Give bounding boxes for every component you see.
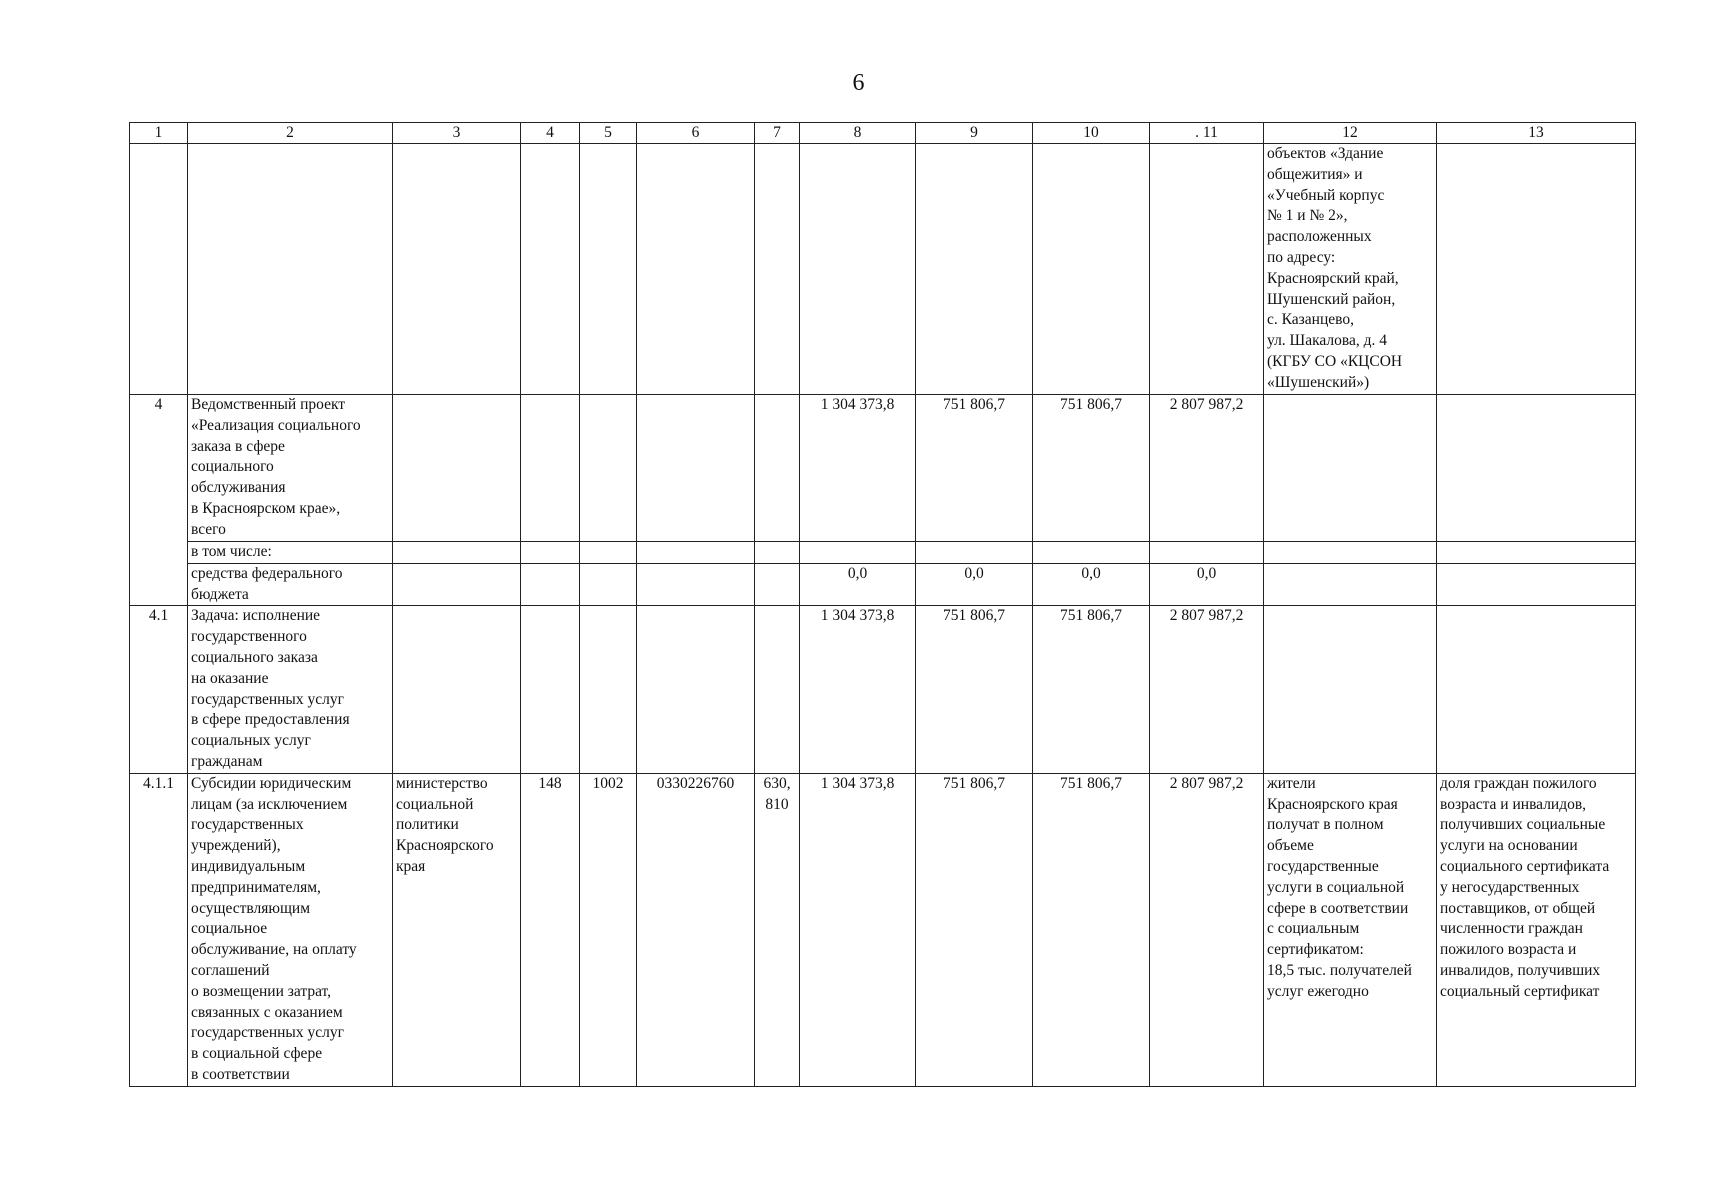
name-cell: средства федерального бюджета bbox=[188, 563, 393, 606]
table-cell bbox=[1437, 563, 1636, 606]
amount-cell: 1 304 373,8 bbox=[800, 395, 916, 542]
table-cell bbox=[188, 144, 393, 395]
table-cell bbox=[521, 606, 580, 773]
amount-cell: 1 304 373,8 bbox=[800, 606, 916, 773]
table-cell bbox=[1150, 542, 1264, 564]
table-cell bbox=[916, 144, 1033, 395]
table-cell bbox=[637, 144, 755, 395]
table-cell bbox=[393, 144, 521, 395]
table-cell bbox=[521, 144, 580, 395]
table-row-federal bbox=[130, 563, 1636, 606]
amount-cell: 751 806,7 bbox=[916, 773, 1033, 1086]
table-row-4-1 bbox=[130, 606, 1636, 773]
header-cell: 12 bbox=[1264, 123, 1437, 144]
table-cell bbox=[1150, 144, 1264, 395]
page-number: 6 bbox=[852, 70, 865, 96]
table-cell bbox=[1437, 395, 1636, 542]
table-cell bbox=[637, 395, 755, 542]
header-cell: 13 bbox=[1437, 123, 1636, 144]
code-cell: 0330226760 bbox=[637, 773, 755, 1086]
table-cell bbox=[393, 395, 521, 542]
indicator-cell: доля граждан пожилого возраста и инвалидов, получивших социальные услуги на основании социального сертификата у негосударственных поставщиков, от общей численности граждан пожилого возраста и инвалидов, получивших социальный сертификат bbox=[1437, 773, 1636, 1086]
table-cell bbox=[755, 563, 800, 606]
amount-cell: 0,0 bbox=[800, 563, 916, 606]
header-cell: . 11 bbox=[1150, 123, 1264, 144]
amount-cell: 2 807 987,2 bbox=[1150, 773, 1264, 1086]
executor-cell: министерство социальной политики Красноярского края bbox=[393, 773, 521, 1086]
table-header-row bbox=[130, 123, 1636, 144]
name-cell: в том числе: bbox=[188, 542, 393, 564]
table-cell bbox=[580, 606, 637, 773]
header-cell: 2 bbox=[188, 123, 393, 144]
table-cell bbox=[800, 144, 916, 395]
table-row-continuation bbox=[130, 144, 1636, 395]
result-cell: объектов «Здание общежития» и «Учебный корпус № 1 и № 2», расположенных по адресу: Красноярский край, Шушенский район, с. Казанцево, ул. Шакалова, д. 4 (КГБУ СО «КЦСОН «Шушенский») bbox=[1264, 144, 1437, 395]
table-cell bbox=[393, 606, 521, 773]
header-cell: 6 bbox=[637, 123, 755, 144]
header-cell: 5 bbox=[580, 123, 637, 144]
amount-cell: 0,0 bbox=[1150, 563, 1264, 606]
table-cell bbox=[1437, 542, 1636, 564]
table-cell bbox=[1264, 542, 1437, 564]
table-cell bbox=[755, 606, 800, 773]
code-cell: 1002 bbox=[580, 773, 637, 1086]
table-cell bbox=[580, 395, 637, 542]
table-cell bbox=[637, 606, 755, 773]
row-number-cell: 4 bbox=[130, 395, 188, 606]
name-cell: Субсидии юридическим лицам (за исключением государственных учреждений), индивидуальным предпринимателям, осуществляющим социальное обслуживание, на оплату соглашений о возмещении затрат, связанных с оказанием государственных услуг в социальной сфере в соответствии bbox=[188, 773, 393, 1086]
table-row-4 bbox=[130, 395, 1636, 542]
code-cell: 630, 810 bbox=[755, 773, 800, 1086]
header-cell: 9 bbox=[916, 123, 1033, 144]
amount-cell: 751 806,7 bbox=[1033, 773, 1150, 1086]
header-cell: 8 bbox=[800, 123, 916, 144]
table-cell bbox=[1033, 144, 1150, 395]
table-cell bbox=[130, 144, 188, 395]
table-cell bbox=[1437, 606, 1636, 773]
table-cell bbox=[580, 144, 637, 395]
table-row-including bbox=[130, 542, 1636, 564]
table-cell bbox=[1264, 563, 1437, 606]
table-cell bbox=[916, 542, 1033, 564]
table-cell bbox=[393, 563, 521, 606]
header-cell: 3 bbox=[393, 123, 521, 144]
amount-cell: 751 806,7 bbox=[1033, 395, 1150, 542]
table-cell bbox=[800, 542, 916, 564]
row-number-cell: 4.1.1 bbox=[130, 773, 188, 1086]
table-cell bbox=[521, 395, 580, 542]
table-cell bbox=[755, 542, 800, 564]
amount-cell: 2 807 987,2 bbox=[1150, 395, 1264, 542]
row-number-cell: 4.1 bbox=[130, 606, 188, 773]
amount-cell: 751 806,7 bbox=[916, 606, 1033, 773]
table-cell bbox=[1264, 606, 1437, 773]
amount-cell: 751 806,7 bbox=[1033, 606, 1150, 773]
table-cell bbox=[1264, 395, 1437, 542]
table-cell bbox=[755, 144, 800, 395]
table-cell bbox=[637, 542, 755, 564]
header-cell: 7 bbox=[755, 123, 800, 144]
header-cell: 10 bbox=[1033, 123, 1150, 144]
name-cell: Задача: исполнение государственного социального заказа на оказание государственных услуг в сфере предоставления социальных услуг гражданам bbox=[188, 606, 393, 773]
name-cell: Ведомственный проект «Реализация социального заказа в сфере социального обслуживания в Красноярском крае», всего bbox=[188, 395, 393, 542]
result-cell: жители Красноярского края получат в полном объеме государственные услуги в социальной сфере в соответствии с социальным сертификатом: 18,5 тыс. получателей услуг ежегодно bbox=[1264, 773, 1437, 1086]
amount-cell: 751 806,7 bbox=[916, 395, 1033, 542]
table-cell bbox=[393, 542, 521, 564]
table-cell bbox=[637, 563, 755, 606]
amount-cell: 1 304 373,8 bbox=[800, 773, 916, 1086]
program-activities-table bbox=[129, 122, 1636, 1087]
table-cell bbox=[1437, 144, 1636, 395]
amount-cell: 2 807 987,2 bbox=[1150, 606, 1264, 773]
table-cell bbox=[580, 542, 637, 564]
code-cell: 148 bbox=[521, 773, 580, 1086]
table-cell bbox=[580, 563, 637, 606]
table-cell bbox=[521, 563, 580, 606]
amount-cell: 0,0 bbox=[1033, 563, 1150, 606]
header-cell: 1 bbox=[130, 123, 188, 144]
table-cell bbox=[755, 395, 800, 542]
amount-cell: 0,0 bbox=[916, 563, 1033, 606]
table-cell bbox=[521, 542, 580, 564]
header-cell: 4 bbox=[521, 123, 580, 144]
table-row-4-1-1 bbox=[130, 773, 1636, 1086]
table-cell bbox=[1033, 542, 1150, 564]
